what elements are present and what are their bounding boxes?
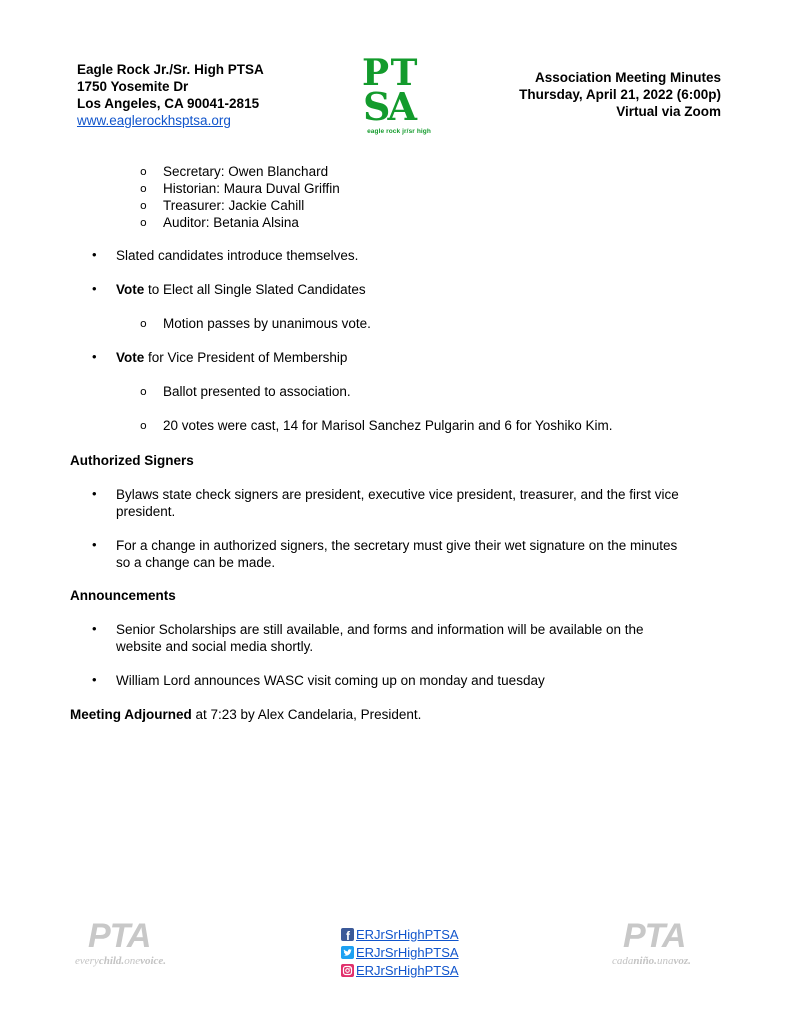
tagline-part: una xyxy=(656,955,674,967)
tagline-part: voice. xyxy=(140,955,167,967)
social-facebook xyxy=(341,925,459,943)
bullet-marker: • xyxy=(92,281,97,296)
vote-vp-text: for Vice President of Membership xyxy=(144,350,348,365)
vote-vp-item xyxy=(116,349,347,366)
sub-bullet-marker: o xyxy=(140,385,147,398)
signers-text-2b: so a change can be made. xyxy=(116,555,276,570)
tagline-part: voz. xyxy=(673,955,691,967)
sub-bullet-marker: o xyxy=(140,182,147,195)
meeting-venue: Virtual via Zoom xyxy=(616,104,721,119)
signers-text-2a: For a change in authorized signers, the secretary must give their wet signature on the minutes xyxy=(116,538,678,553)
pta-logo-english xyxy=(88,917,150,956)
twitter-link[interactable]: ERJrSrHighPTSA xyxy=(356,944,459,960)
address-line-1: 1750 Yosemite Dr xyxy=(77,79,189,94)
announcement-text-2: William Lord announces WASC visit coming up on monday and tuesday xyxy=(116,673,545,688)
bullet-marker: • xyxy=(92,349,97,364)
tagline-part: child. xyxy=(98,955,125,967)
vote-elect-item xyxy=(116,281,366,298)
logo-letters-top: P T xyxy=(362,52,417,94)
bullet-marker: • xyxy=(92,537,97,552)
vote-vp-ballot: Ballot presented to association. xyxy=(163,384,351,399)
officer-item: Treasurer: Jackie Cahill xyxy=(163,198,305,213)
org-address-block xyxy=(77,61,264,129)
meeting-date: Thursday, April 21, 2022 (6:00p) xyxy=(519,87,721,102)
facebook-icon xyxy=(341,928,354,941)
vote-elect-text: to Elect all Single Slated Candidates xyxy=(144,282,366,297)
pta-logo-spanish xyxy=(623,917,685,956)
tagline-part: one xyxy=(124,955,141,967)
officer-item: Auditor: Betania Alsina xyxy=(163,215,299,230)
bullet-marker: • xyxy=(92,486,97,501)
address-line-2: Los Angeles, CA 90041-2815 xyxy=(77,96,260,111)
meeting-info-block xyxy=(519,69,721,120)
adjourned-label: Meeting Adjourned xyxy=(70,707,192,722)
vote-label: Vote xyxy=(116,282,145,297)
facebook-link[interactable]: ERJrSrHighPTSA xyxy=(356,926,459,942)
svg-text:f: f xyxy=(346,928,350,941)
announcement-text-1a: Senior Scholarships are still available, and forms and information will be available on the xyxy=(116,622,644,637)
pta-tagline-spanish xyxy=(612,955,691,967)
tagline-part: every xyxy=(75,955,99,967)
signers-text-1a: Bylaws state check signers are president, executive vice president, treasurer, and the first vice xyxy=(116,487,679,502)
tagline-part: niño. xyxy=(633,955,657,967)
sub-bullet-marker: o xyxy=(140,216,147,229)
vote-elect-result: Motion passes by unanimous vote. xyxy=(163,316,371,331)
social-twitter xyxy=(341,943,459,961)
instagram-link[interactable]: ERJrSrHighPTSA xyxy=(356,962,459,978)
adjourned-line xyxy=(70,706,421,723)
adjourned-text: at 7:23 by Alex Candelaria, President. xyxy=(191,707,422,722)
logo-tagline: eagle rock jr/sr high xyxy=(367,128,431,135)
twitter-icon xyxy=(341,946,354,959)
vote-vp-result: 20 votes were cast, 14 for Marisol Sanchez Pulgarin and 6 for Yoshiko Kim. xyxy=(163,418,613,433)
officer-item: Secretary: Owen Blanchard xyxy=(163,164,329,179)
announcements-heading: Announcements xyxy=(70,588,176,603)
org-name: Eagle Rock Jr./Sr. High PTSA xyxy=(77,62,264,77)
logo-letters-bottom: SA xyxy=(363,84,414,129)
signers-heading: Authorized Signers xyxy=(70,453,194,468)
bullet-marker: • xyxy=(92,247,97,262)
announcement-text-1b: website and social media shortly. xyxy=(116,639,314,654)
slated-intro-text: Slated candidates introduce themselves. xyxy=(116,248,359,263)
pta-tagline-english xyxy=(75,955,166,967)
bullet-marker: • xyxy=(92,621,97,636)
tagline-part: cada xyxy=(612,955,634,967)
officer-item: Historian: Maura Duval Griffin xyxy=(163,181,340,196)
social-instagram xyxy=(341,961,459,979)
ptsa-logo xyxy=(360,52,438,138)
instagram-icon xyxy=(341,964,354,977)
sub-bullet-marker: o xyxy=(140,419,147,432)
sub-bullet-marker: o xyxy=(140,317,147,330)
vote-label: Vote xyxy=(116,350,145,365)
bullet-marker: • xyxy=(92,672,97,687)
pta-logo-text: PTA xyxy=(88,917,151,955)
sub-bullet-marker: o xyxy=(140,165,147,178)
sub-bullet-marker: o xyxy=(140,199,147,212)
doc-title: Association Meeting Minutes xyxy=(534,70,721,85)
website-link[interactable]: www.eaglerockhsptsa.org xyxy=(77,113,231,128)
signers-text-1b: president. xyxy=(116,504,176,519)
pta-logo-text: PTA xyxy=(623,917,686,955)
